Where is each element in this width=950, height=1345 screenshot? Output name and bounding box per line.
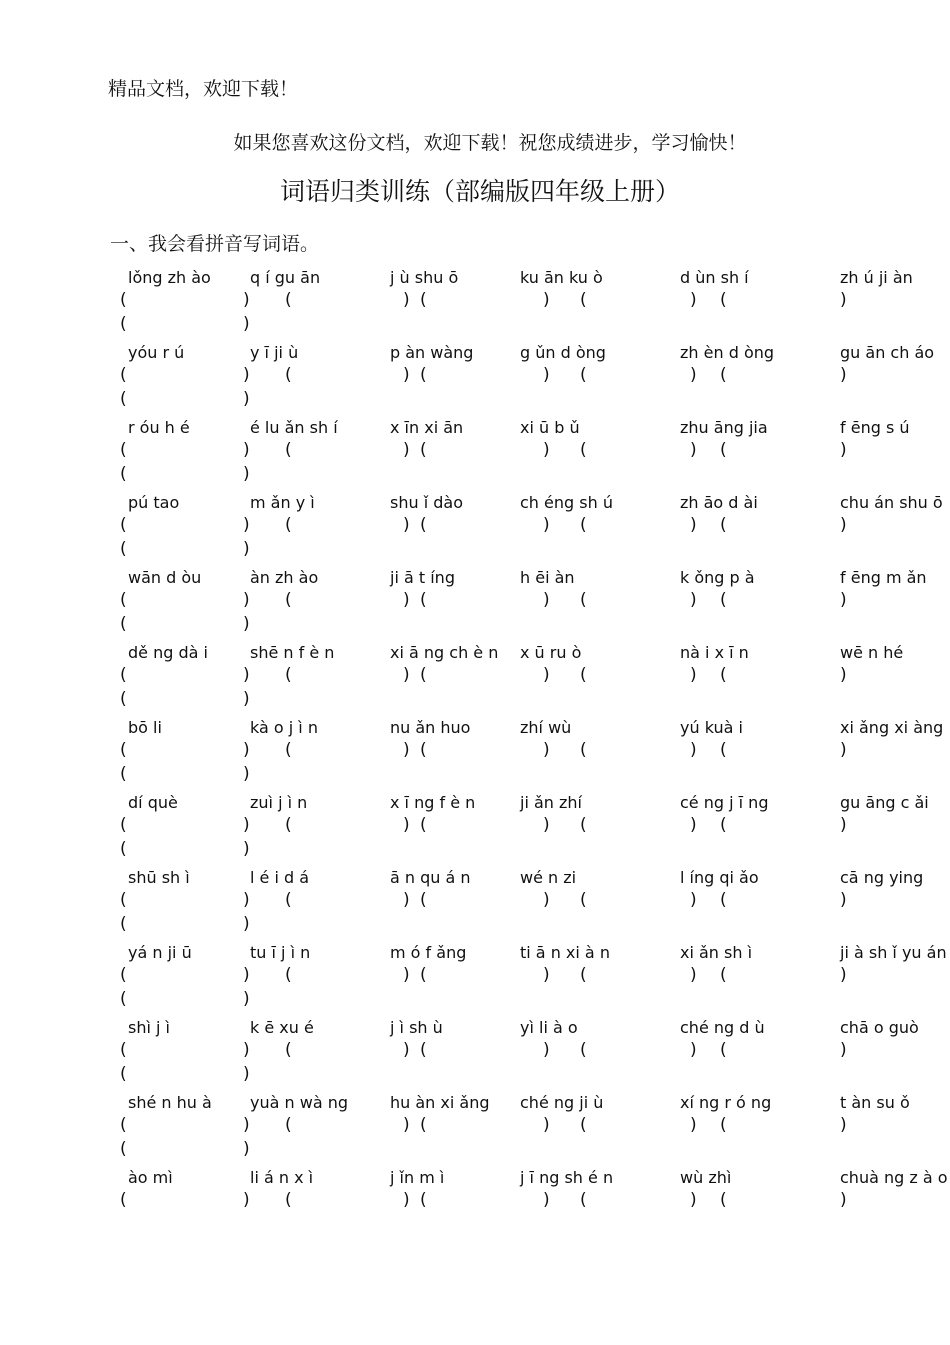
close-paren: ): [840, 815, 847, 835]
answer-blank-row: [120, 440, 860, 464]
word-group: [120, 1016, 919, 1091]
open-paren: (: [285, 1040, 292, 1060]
close-paren: ): [690, 290, 697, 310]
pinyin-word: y ī ji ù: [250, 343, 299, 362]
pinyin-word: q í gu ān: [250, 268, 321, 287]
pinyin-word: chuà ng z à o: [840, 1168, 948, 1187]
pinyin-word: nà i x ī n: [680, 643, 749, 662]
close-paren: ): [243, 464, 250, 484]
open-paren: (: [120, 515, 127, 535]
pinyin-row: [120, 1091, 910, 1115]
open-paren: (: [720, 965, 727, 985]
close-paren: ): [690, 1040, 697, 1060]
close-paren: ): [543, 290, 550, 310]
close-paren: ): [243, 590, 250, 610]
close-paren: ): [403, 740, 410, 760]
pinyin-row: [120, 941, 947, 965]
open-paren: (: [580, 290, 587, 310]
open-paren: (: [580, 515, 587, 535]
open-paren: (: [120, 314, 127, 334]
pinyin-word: gu ān ch áo: [840, 343, 935, 362]
word-group: [120, 416, 910, 491]
open-paren: (: [420, 1190, 427, 1210]
close-paren: ): [543, 890, 550, 910]
pinyin-word: m ó f ǎng: [390, 943, 467, 962]
close-paren: ): [243, 740, 250, 760]
answer-blank-row: [120, 965, 860, 989]
open-paren: (: [580, 590, 587, 610]
close-paren: ): [243, 665, 250, 685]
close-paren: ): [243, 440, 250, 460]
open-paren: (: [720, 815, 727, 835]
close-paren: ): [690, 815, 697, 835]
open-paren: (: [580, 815, 587, 835]
close-paren: ): [243, 614, 250, 634]
pinyin-word: cé ng j ī ng: [680, 793, 769, 812]
close-paren: ): [840, 1190, 847, 1210]
pinyin-word: d ùn sh í: [680, 268, 749, 287]
pinyin-word: chā o guò: [840, 1018, 919, 1037]
pinyin-word: zhí wù: [520, 718, 572, 737]
close-paren: ): [840, 365, 847, 385]
pinyin-word: li á n x ì: [250, 1168, 314, 1187]
pinyin-word: zh èn d òng: [680, 343, 775, 362]
pinyin-word: shū sh ì: [128, 868, 190, 887]
close-paren: ): [243, 1064, 250, 1084]
open-paren: (: [720, 365, 727, 385]
close-paren: ): [840, 1040, 847, 1060]
close-paren: ): [543, 515, 550, 535]
exercise-groups: [120, 266, 948, 1241]
word-group: [120, 1166, 948, 1241]
word-group: [120, 491, 943, 566]
pinyin-row: [120, 791, 929, 815]
open-paren: (: [120, 914, 127, 934]
word-group: [120, 1091, 910, 1166]
answer-blank-row-wrap: [120, 1064, 860, 1088]
pinyin-word: wé n zi: [520, 868, 577, 887]
pinyin-word: shē n f è n: [250, 643, 335, 662]
close-paren: ): [243, 839, 250, 859]
pinyin-row: [120, 866, 924, 890]
answer-blank-row-wrap: [120, 1139, 860, 1163]
close-paren: ): [543, 365, 550, 385]
word-group: [120, 941, 947, 1016]
pinyin-word: yuà n wà ng: [250, 1093, 348, 1112]
open-paren: (: [120, 389, 127, 409]
pinyin-word: x ū ru ò: [520, 643, 582, 662]
answer-blank-row: [120, 1190, 860, 1214]
open-paren: (: [120, 839, 127, 859]
close-paren: ): [243, 689, 250, 709]
open-paren: (: [580, 740, 587, 760]
answer-blank-row-wrap: [120, 839, 860, 863]
pinyin-word: yóu r ú: [128, 343, 185, 362]
pinyin-word: m ǎn y ì: [250, 493, 315, 512]
close-paren: ): [403, 965, 410, 985]
page-header-text: 精品文档，欢迎下载！: [108, 78, 299, 100]
open-paren: (: [120, 1139, 127, 1159]
pinyin-word: ā n qu á n: [390, 868, 471, 887]
open-paren: (: [580, 965, 587, 985]
pinyin-word: f ēng s ú: [840, 418, 910, 437]
open-paren: (: [285, 890, 292, 910]
open-paren: (: [120, 740, 127, 760]
close-paren: ): [243, 314, 250, 334]
open-paren: (: [720, 590, 727, 610]
close-paren: ): [243, 515, 250, 535]
close-paren: ): [840, 590, 847, 610]
pinyin-word: r óu h é: [128, 418, 190, 437]
close-paren: ): [543, 740, 550, 760]
pinyin-word: l íng qi ǎo: [680, 868, 759, 887]
open-paren: (: [120, 365, 127, 385]
open-paren: (: [420, 590, 427, 610]
close-paren: ): [840, 740, 847, 760]
open-paren: (: [420, 1115, 427, 1135]
open-paren: (: [120, 290, 127, 310]
pinyin-word: chu án shu ō: [840, 493, 943, 512]
pinyin-word: wān d òu: [128, 568, 202, 587]
word-group: [120, 716, 944, 791]
close-paren: ): [690, 890, 697, 910]
open-paren: (: [720, 1190, 727, 1210]
close-paren: ): [243, 914, 250, 934]
answer-blank-row: [120, 365, 860, 389]
word-group: [120, 866, 924, 941]
open-paren: (: [580, 1190, 587, 1210]
word-group: [120, 266, 913, 341]
close-paren: ): [543, 440, 550, 460]
open-paren: (: [285, 740, 292, 760]
answer-blank-row-wrap: [120, 689, 860, 713]
pinyin-row: [120, 641, 904, 665]
close-paren: ): [840, 440, 847, 460]
close-paren: ): [690, 440, 697, 460]
pinyin-word: àn zh ào: [250, 568, 319, 587]
open-paren: (: [285, 815, 292, 835]
pinyin-word: shì j ì: [128, 1018, 170, 1037]
pinyin-word: p àn wàng: [390, 343, 474, 362]
pinyin-row: [120, 416, 910, 440]
pinyin-word: l é i d á: [250, 868, 310, 887]
pinyin-word: cā ng ying: [840, 868, 924, 887]
pinyin-word: yá n ji ū: [128, 943, 192, 962]
open-paren: (: [120, 665, 127, 685]
pinyin-word: é lu ǎn sh í: [250, 418, 338, 437]
pinyin-word: zh ú ji àn: [840, 268, 913, 287]
close-paren: ): [243, 1190, 250, 1210]
answer-blank-row-wrap: [120, 314, 860, 338]
open-paren: (: [420, 665, 427, 685]
open-paren: (: [420, 815, 427, 835]
answer-blank-row-wrap: [120, 539, 860, 563]
pinyin-word: j ī ng sh é n: [520, 1168, 614, 1187]
open-paren: (: [285, 590, 292, 610]
pinyin-word: dí què: [128, 793, 178, 812]
close-paren: ): [243, 989, 250, 1009]
close-paren: ): [690, 1190, 697, 1210]
open-paren: (: [420, 965, 427, 985]
pinyin-word: f ēng m ǎn: [840, 568, 927, 587]
open-paren: (: [285, 440, 292, 460]
close-paren: ): [840, 890, 847, 910]
open-paren: (: [120, 1115, 127, 1135]
answer-blank-row-wrap: [120, 764, 860, 788]
pinyin-word: t àn su ǒ: [840, 1093, 910, 1112]
close-paren: ): [243, 965, 250, 985]
open-paren: (: [120, 815, 127, 835]
open-paren: (: [580, 890, 587, 910]
pinyin-word: g ǔn d òng: [520, 343, 606, 362]
close-paren: ): [403, 365, 410, 385]
pinyin-word: j ǐn m ì: [390, 1168, 445, 1187]
close-paren: ): [543, 590, 550, 610]
open-paren: (: [120, 464, 127, 484]
pinyin-row: [120, 1166, 948, 1190]
close-paren: ): [690, 515, 697, 535]
pinyin-row: [120, 341, 935, 365]
open-paren: (: [580, 365, 587, 385]
open-paren: (: [720, 890, 727, 910]
close-paren: ): [403, 515, 410, 535]
close-paren: ): [840, 515, 847, 535]
section-heading: 一、我会看拼音写词语。: [110, 233, 320, 255]
close-paren: ): [543, 815, 550, 835]
pinyin-word: xi ā ng ch è n: [390, 643, 499, 662]
open-paren: (: [120, 965, 127, 985]
pinyin-word: ché ng d ù: [680, 1018, 765, 1037]
answer-blank-row: [120, 515, 860, 539]
answer-blank-row-wrap: [120, 989, 860, 1013]
pinyin-word: xi ǎng xi àng: [840, 718, 944, 737]
answer-blank-row-wrap: [120, 464, 860, 488]
open-paren: (: [420, 365, 427, 385]
pinyin-word: ji à sh ǐ yu án: [840, 943, 947, 962]
open-paren: (: [285, 515, 292, 535]
close-paren: ): [243, 389, 250, 409]
pinyin-word: yú kuà i: [680, 718, 743, 737]
pinyin-word: ji ǎn zhí: [520, 793, 582, 812]
answer-blank-row: [120, 890, 860, 914]
open-paren: (: [720, 665, 727, 685]
open-paren: (: [720, 290, 727, 310]
open-paren: (: [720, 515, 727, 535]
open-paren: (: [285, 665, 292, 685]
close-paren: ): [243, 815, 250, 835]
pinyin-word: j ì sh ù: [390, 1018, 443, 1037]
pinyin-word: kà o j ì n: [250, 718, 318, 737]
pinyin-word: bō li: [128, 718, 162, 737]
open-paren: (: [120, 1040, 127, 1060]
open-paren: (: [580, 1115, 587, 1135]
open-paren: (: [120, 590, 127, 610]
answer-blank-row: [120, 290, 860, 314]
close-paren: ): [403, 440, 410, 460]
pinyin-word: k ē xu é: [250, 1018, 314, 1037]
pinyin-word: hu àn xi ǎng: [390, 1093, 490, 1112]
pinyin-word: x ī ng f è n: [390, 793, 476, 812]
word-group: [120, 566, 927, 641]
open-paren: (: [720, 440, 727, 460]
answer-blank-row: [120, 740, 860, 764]
close-paren: ): [690, 665, 697, 685]
open-paren: (: [120, 1064, 127, 1084]
close-paren: ): [403, 1115, 410, 1135]
close-paren: ): [690, 365, 697, 385]
pinyin-word: h ēi àn: [520, 568, 575, 587]
close-paren: ): [543, 1115, 550, 1135]
close-paren: ): [243, 1040, 250, 1060]
open-paren: (: [120, 890, 127, 910]
pinyin-row: [120, 566, 927, 590]
answer-blank-row-wrap: [120, 614, 860, 638]
open-paren: (: [120, 614, 127, 634]
open-paren: (: [120, 1190, 127, 1210]
pinyin-word: ji ā t íng: [390, 568, 455, 587]
pinyin-word: shé n hu à: [128, 1093, 212, 1112]
close-paren: ): [543, 665, 550, 685]
pinyin-word: ché ng ji ù: [520, 1093, 604, 1112]
pinyin-word: ch éng sh ú: [520, 493, 613, 512]
pinyin-word: ào mì: [128, 1168, 173, 1187]
close-paren: ): [690, 590, 697, 610]
close-paren: ): [403, 815, 410, 835]
answer-blank-row: [120, 1040, 860, 1064]
pinyin-word: pú tao: [128, 493, 180, 512]
open-paren: (: [120, 440, 127, 460]
close-paren: ): [840, 290, 847, 310]
word-group: [120, 791, 929, 866]
close-paren: ): [840, 965, 847, 985]
pinyin-word: xi ū b ǔ: [520, 418, 580, 437]
answer-blank-row-wrap: [120, 914, 860, 938]
open-paren: (: [720, 740, 727, 760]
close-paren: ): [403, 590, 410, 610]
pinyin-word: nu ǎn huo: [390, 718, 471, 737]
close-paren: ): [403, 290, 410, 310]
open-paren: (: [720, 1040, 727, 1060]
close-paren: ): [690, 1115, 697, 1135]
close-paren: ): [690, 965, 697, 985]
pinyin-word: zh āo d ài: [680, 493, 758, 512]
open-paren: (: [580, 665, 587, 685]
open-paren: (: [580, 440, 587, 460]
open-paren: (: [120, 989, 127, 1009]
answer-blank-row: [120, 590, 860, 614]
pinyin-word: ti ā n xi à n: [520, 943, 610, 962]
pinyin-word: yì li à o: [520, 1018, 578, 1037]
open-paren: (: [120, 764, 127, 784]
close-paren: ): [403, 1040, 410, 1060]
close-paren: ): [840, 665, 847, 685]
answer-blank-row: [120, 815, 860, 839]
open-paren: (: [285, 1115, 292, 1135]
pinyin-word: x īn xi ān: [390, 418, 464, 437]
close-paren: ): [403, 890, 410, 910]
word-group: [120, 641, 904, 716]
pinyin-word: zuì j ì n: [250, 793, 308, 812]
close-paren: ): [243, 890, 250, 910]
pinyin-row: [120, 491, 943, 515]
open-paren: (: [120, 689, 127, 709]
open-paren: (: [420, 515, 427, 535]
pinyin-row: [120, 1016, 919, 1040]
pinyin-word: xí ng r ó ng: [680, 1093, 772, 1112]
close-paren: ): [243, 764, 250, 784]
open-paren: (: [420, 290, 427, 310]
open-paren: (: [720, 1115, 727, 1135]
pinyin-word: tu ī j ì n: [250, 943, 311, 962]
close-paren: ): [243, 365, 250, 385]
pinyin-word: xi ǎn sh ì: [680, 943, 753, 962]
close-paren: ): [243, 1139, 250, 1159]
document-title: 词语归类训练（部编版四年级上册）: [279, 177, 680, 206]
close-paren: ): [543, 965, 550, 985]
word-group: [120, 341, 935, 416]
pinyin-word: j ù shu ō: [390, 268, 459, 287]
close-paren: ): [243, 1115, 250, 1135]
close-paren: ): [403, 1190, 410, 1210]
pinyin-word: dě ng dà i: [128, 643, 208, 662]
promo-text: 如果您喜欢这份文档，欢迎下载！祝您成绩进步，学习愉快！: [233, 132, 747, 154]
close-paren: ): [840, 1115, 847, 1135]
answer-blank-row-wrap: [120, 389, 860, 413]
pinyin-row: [120, 266, 913, 290]
open-paren: (: [580, 1040, 587, 1060]
pinyin-word: wù zhì: [680, 1168, 732, 1187]
pinyin-word: lǒng zh ào: [128, 268, 211, 287]
open-paren: (: [420, 440, 427, 460]
pinyin-word: wē n hé: [840, 643, 904, 662]
pinyin-word: ku ān ku ò: [520, 268, 603, 287]
open-paren: (: [285, 365, 292, 385]
open-paren: (: [285, 290, 292, 310]
open-paren: (: [120, 539, 127, 559]
open-paren: (: [285, 1190, 292, 1210]
pinyin-word: zhu āng jia: [680, 418, 768, 437]
close-paren: ): [543, 1190, 550, 1210]
pinyin-word: k ǒng p à: [680, 568, 755, 587]
close-paren: ): [243, 290, 250, 310]
open-paren: (: [420, 740, 427, 760]
open-paren: (: [285, 965, 292, 985]
close-paren: ): [543, 1040, 550, 1060]
close-paren: ): [243, 539, 250, 559]
close-paren: ): [690, 740, 697, 760]
open-paren: (: [420, 890, 427, 910]
pinyin-row: [120, 716, 944, 740]
answer-blank-row: [120, 665, 860, 689]
pinyin-word: shu ǐ dào: [390, 493, 463, 512]
answer-blank-row: [120, 1115, 860, 1139]
open-paren: (: [420, 1040, 427, 1060]
pinyin-word: gu āng c ǎi: [840, 793, 929, 812]
close-paren: ): [403, 665, 410, 685]
